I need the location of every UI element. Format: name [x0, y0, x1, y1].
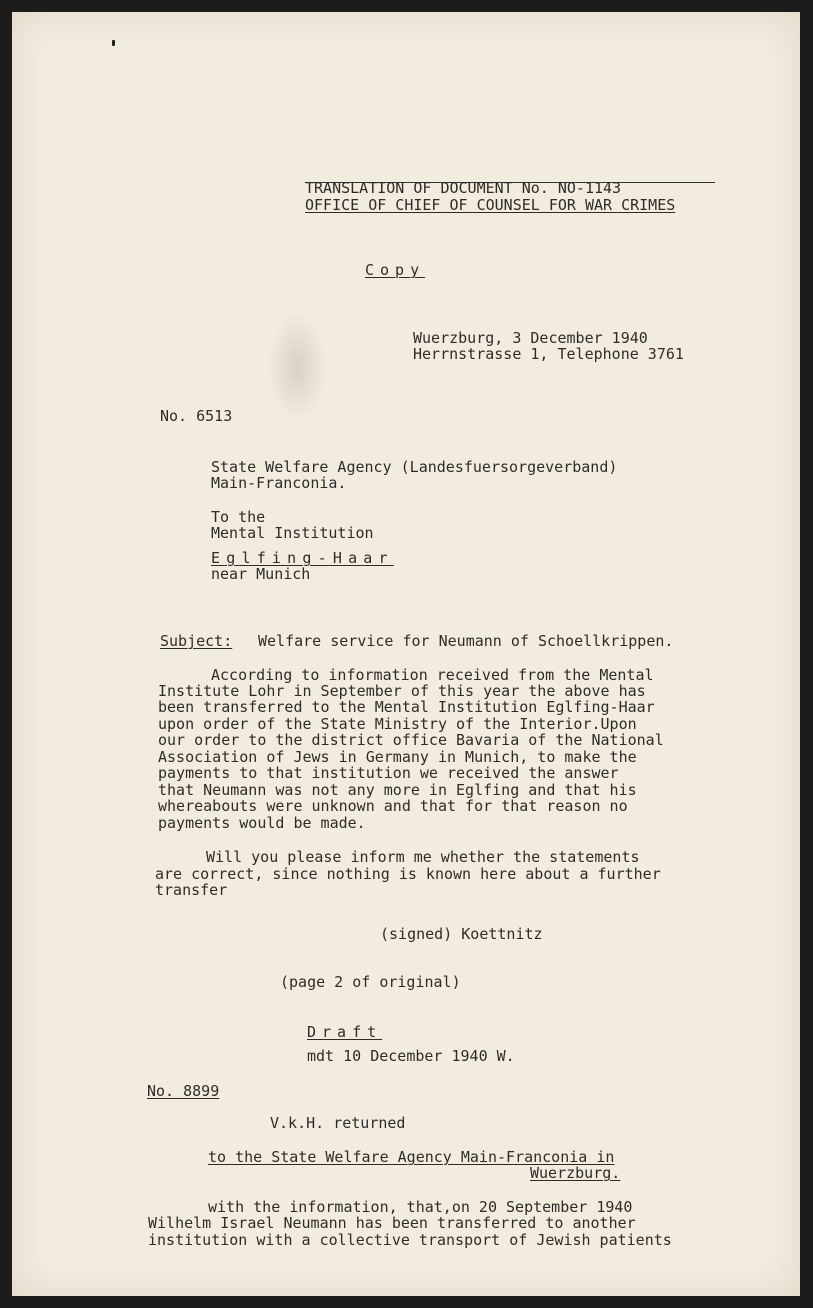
letterhead-address: Herrnstrasse 1, Telephone 3761: [413, 345, 684, 363]
paragraph-2-line: transfer: [155, 881, 228, 899]
draft-date: mdt 10 December 1940 W.: [307, 1047, 515, 1065]
header-line-2: OFFICE OF CHIEF OF COUNSEL FOR WAR CRIMES: [305, 196, 676, 214]
recipient-line-4: near Munich: [211, 565, 311, 583]
paragraph-3-line: Wilhelm Israel Neumann has been transferred to another: [148, 1214, 636, 1232]
paragraph-1-line: upon order of the State Ministry of the Interior.Upon: [158, 715, 637, 733]
recipient-line-3: Eglfing-Haar: [211, 549, 394, 567]
reference-number: No. 6513: [160, 407, 233, 425]
paragraph-1-line: payments would be made.: [158, 814, 366, 832]
punch-mark: [112, 40, 115, 46]
copy-label: Copy: [365, 261, 426, 279]
reply-number: No. 8899: [147, 1082, 220, 1100]
paragraph-1-line: whereabouts were unknown and that for that reason no: [158, 797, 628, 815]
subject-label: Subject:: [160, 632, 233, 650]
draft-label: Draft: [307, 1023, 383, 1041]
subject-text: Welfare service for Neumann of Schoellkrippen.: [258, 632, 674, 650]
agency-line-1: to the State Welfare Agency Main-Franconia in: [208, 1148, 615, 1166]
paper-smudge: [267, 312, 327, 422]
page-note: (page 2 of original): [280, 973, 461, 991]
header-line-1: TRANSLATION OF DOCUMENT No. NO-1143: [305, 179, 622, 197]
paragraph-3-line: with the information, that,on 20 September 1940: [208, 1198, 633, 1216]
paragraph-1-line: Institute Lohr in September of this year the above has: [158, 682, 646, 700]
sender-line-1: State Welfare Agency (Landesfuersorgeverband): [211, 458, 618, 476]
returned-line: V.k.H. returned: [270, 1114, 406, 1132]
paragraph-1-line: Association of Jews in Germany in Munich, to make the: [158, 748, 637, 766]
paragraph-2-line: Will you please inform me whether the statements: [206, 848, 640, 866]
paragraph-2-line: are correct, since nothing is known here about a further: [155, 865, 661, 883]
agency-line-2: Wuerzburg.: [530, 1164, 621, 1182]
paragraph-1-line: According to information received from the Mental: [211, 666, 654, 684]
sender-line-2: Main-Franconia.: [211, 474, 347, 492]
paragraph-1-line: been transferred to the Mental Institution Eglfing-Haar: [158, 698, 655, 716]
paragraph-1-line: payments to that institution we received the answer: [158, 764, 619, 782]
signature: (signed) Koettnitz: [380, 925, 543, 943]
paragraph-1-line: our order to the district office Bavaria of the National: [158, 731, 664, 749]
recipient-line-1: To the: [211, 508, 266, 526]
place-date: Wuerzburg, 3 December 1940: [413, 329, 648, 347]
recipient-line-2: Mental Institution: [211, 524, 374, 542]
paragraph-3-line: institution with a collective transport of Jewish patients: [148, 1231, 672, 1249]
paragraph-1-line: that Neumann was not any more in Eglfing and that his: [158, 781, 637, 799]
